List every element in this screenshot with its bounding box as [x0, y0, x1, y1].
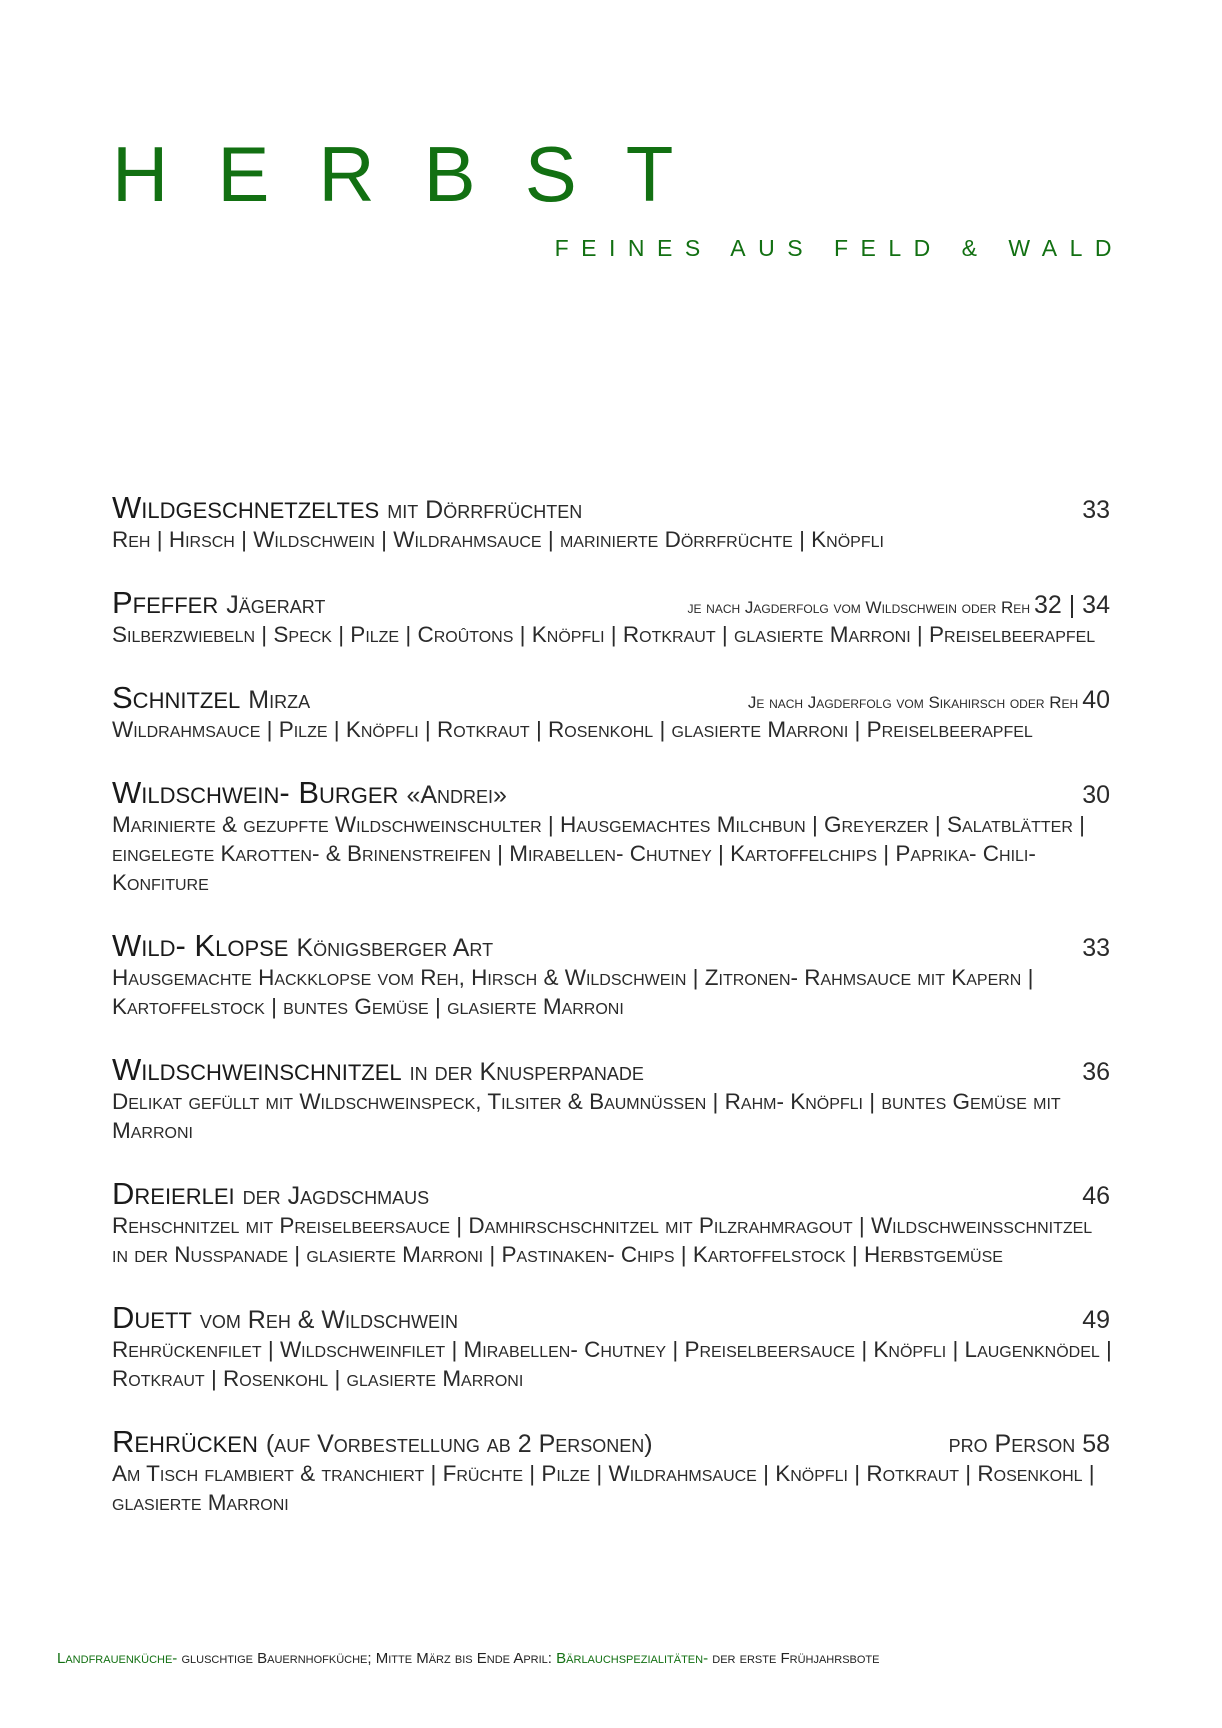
menu-item: [112, 490, 1110, 554]
dish-name: Wildschwein- Burger: [112, 775, 399, 810]
page-title: HERBST: [112, 130, 723, 218]
dish-price: 49: [1082, 1306, 1110, 1334]
menu-list: [112, 490, 1110, 1548]
dish-subtitle: in der Knusperpanade: [409, 1058, 644, 1086]
dish-description: Rehrückenfilet | Wildschweinfilet | Mirabellen- Chutney | Preiselbeersauce | Knöpfli | Laugenknödel | Rotkraut | Rosenkohl | glasierte Marroni: [112, 1337, 1112, 1391]
menu-item-header: [112, 1052, 1110, 1087]
dish-subtitle: Jägerart: [226, 591, 326, 619]
dish-subtitle: Königsberger Art: [296, 934, 494, 962]
menu-item: [112, 1424, 1110, 1517]
dish-price: 33: [1082, 934, 1110, 962]
footer-highlight: Landfrauenküche-: [57, 1650, 178, 1667]
menu-item: [112, 775, 1110, 897]
dish-price: 46: [1082, 1182, 1110, 1210]
menu-item: [112, 1176, 1110, 1269]
dish-description: Wildrahmsauce | Pilze | Knöpfli | Rotkraut | Rosenkohl | glasierte Marroni | Preiselbeerapfel: [112, 717, 1033, 742]
dish-price: 32 | 34: [1033, 591, 1110, 619]
dish-subtitle: der Jagdschmaus: [242, 1182, 430, 1210]
dish-price: 33: [1082, 496, 1110, 524]
dish-description: Marinierte & gezupfte Wildschweinschulter | Hausgemachtes Milchbun | Greyerzer | Salatblätter | eingelegte Karotten- & Brinenstreifen | Mirabellen- Chutney | Kartoffelchips | Paprika- Chili- Konfiture: [112, 812, 1085, 895]
dish-note: Je nach Jagderfolg vom Sikahirsch oder Reh: [747, 693, 1079, 712]
dish-name: Wildgeschnetzeltes: [112, 490, 380, 525]
menu-item: [112, 928, 1110, 1021]
dish-description: Reh | Hirsch | Wildschwein | Wildrahmsauce | marinierte Dörrfrüchte | Knöpfli: [112, 527, 884, 552]
dish-note: je nach Jagderfolg vom Wildschwein oder Reh: [687, 598, 1030, 617]
dish-name: Dreierlei: [112, 1176, 235, 1211]
dish-subtitle: (auf Vorbestellung ab 2 Personen): [265, 1430, 653, 1458]
menu-item-header: [112, 490, 1110, 525]
menu-item: [112, 680, 1110, 744]
dish-subtitle: Mirza: [248, 686, 311, 714]
dish-subtitle: mit Dörrfrüchten: [387, 496, 583, 524]
footer-note: [57, 1650, 879, 1667]
menu-item-header: [112, 1176, 1110, 1211]
dish-name: Duett: [112, 1300, 192, 1335]
menu-item-header: [112, 680, 1110, 715]
menu-item-header: [112, 1424, 1110, 1459]
dish-name: Schnitzel: [112, 680, 241, 715]
page-subtitle: FEINES AUS FELD & WALD: [554, 235, 1124, 261]
footer-text: der erste Frühjahrsbote: [708, 1650, 880, 1667]
dish-subtitle: vom Reh & Wildschwein: [199, 1306, 459, 1334]
dish-description: Hausgemachte Hackklopse vom Reh, Hirsch & Wildschwein | Zitronen- Rahmsauce mit Kapern | Kartoffelstock | buntes Gemüse | glasierte Marroni: [112, 965, 1034, 1019]
dish-name: Pfeffer: [112, 585, 219, 620]
menu-item-header: [112, 585, 1110, 620]
dish-price: 36: [1082, 1058, 1110, 1086]
dish-subtitle: «Andrei»: [406, 781, 507, 809]
dish-description: Rehschnitzel mit Preiselbeersauce | Damhirschschnitzel mit Pilzrahmragout | Wildschweinsschnitzel in der Nusspanade | glasierte Marroni | Pastinaken- Chips | Kartoffelstock | Herbstgemüse: [112, 1213, 1093, 1267]
menu-item: [112, 585, 1110, 649]
menu-item-header: [112, 1300, 1110, 1335]
footer-text: gluschtige Bauernhofküche;: [177, 1650, 376, 1667]
dish-price: pro Person 58: [948, 1430, 1110, 1458]
menu-item-header: [112, 928, 1110, 963]
menu-item: [112, 1052, 1110, 1145]
menu-item: [112, 1300, 1110, 1393]
dish-description: Delikat gefüllt mit Wildschweinspeck, Tilsiter & Baumnüssen | Rahm- Knöpfli | buntes Gemüse mit Marroni: [112, 1089, 1061, 1143]
dish-price: 30: [1082, 781, 1110, 809]
dish-price: 40: [1082, 686, 1110, 714]
footer-highlight: Bärlauchspezialitäten-: [551, 1650, 709, 1667]
dish-description: Am Tisch flambiert & tranchiert | Früchte | Pilze | Wildrahmsauce | Knöpfli | Rotkraut | Rosenkohl | glasierte Marroni: [112, 1461, 1095, 1515]
menu-item-header: [112, 775, 1110, 810]
dish-name: Wild- Klopse: [112, 928, 289, 963]
dish-name: Wildschweinschnitzel: [112, 1052, 402, 1087]
dish-name: Rehrücken: [112, 1424, 258, 1459]
dish-description: Silberzwiebeln | Speck | Pilze | Croûtons | Knöpfli | Rotkraut | glasierte Marroni | Preiselbeerapfel: [112, 622, 1096, 647]
footer-season: Mitte März bis Ende April:: [375, 1650, 552, 1667]
